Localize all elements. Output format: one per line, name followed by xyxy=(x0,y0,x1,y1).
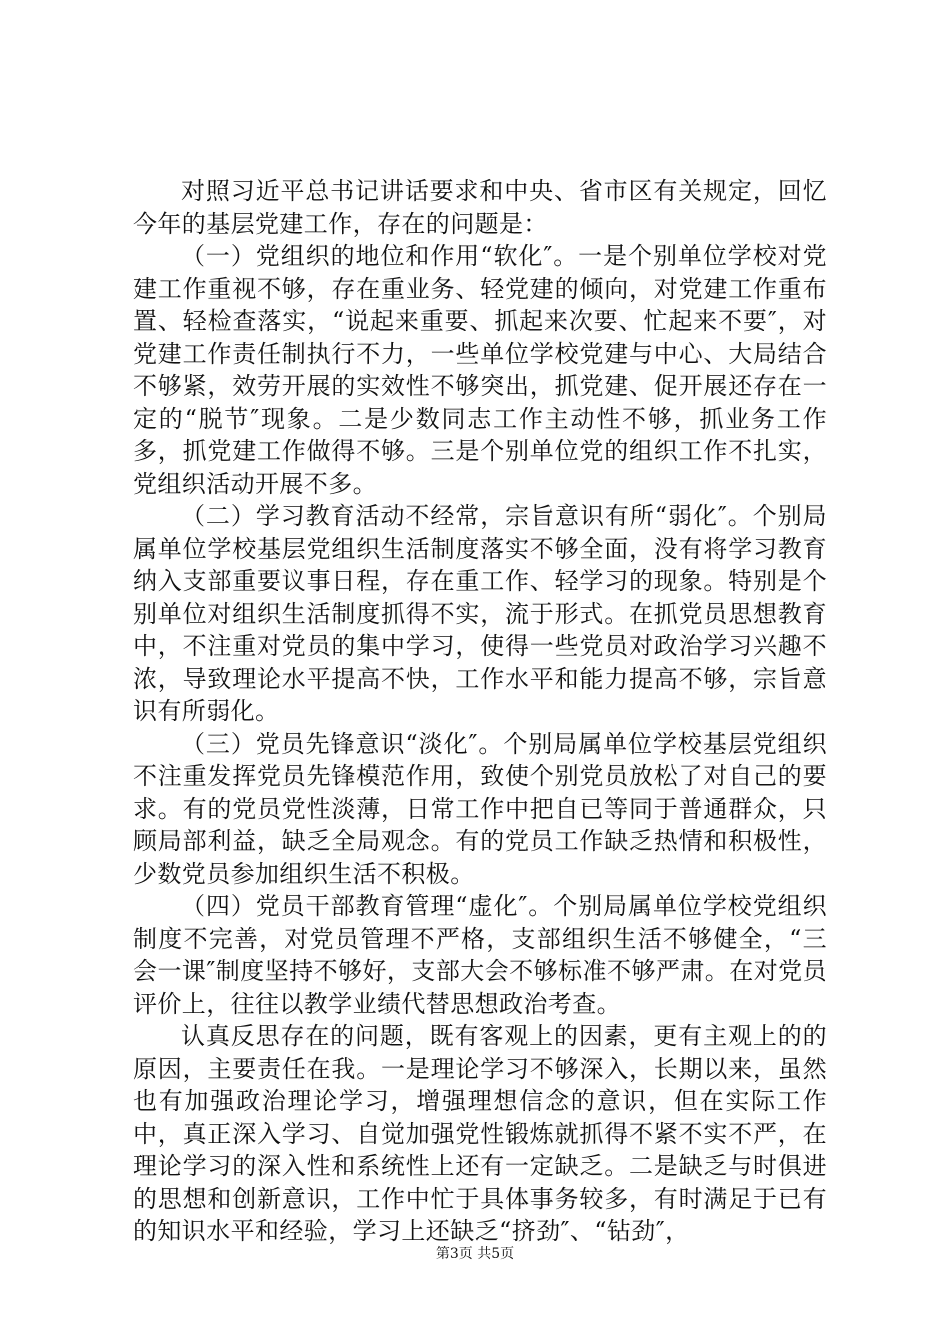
paragraph-section-3: （三）党员先锋意识“淡化″。个别局属单位学校基层党组织不注重发挥党员先锋模范作用，致使个别党员放松了对自己的要求。有的党员党性淡薄，日常工作中把自已等同于普通群众，只顾局部利益，缺乏全局观念。有的党员工作缺乏热情和积极性，少数党员参加组织生活不积极。 xyxy=(133,729,827,888)
paragraph-section-1: （一）党组织的地位和作用“软化″。一是个别单位学校对党建工作重视不够，存在重业务、轻党建的倾向，对党建工作重布置、轻检查落实，“说起来重要、抓起来次要、忙起来不要″，对党建工作责任制执行不力，一些单位学校党建与中心、大局结合不够紧，效劳开展的实效性不够突出，抓党建、促开展还存在一定的“脱节″现象。二是少数同志工作主动性不够，抓业务工作多，抓党建工作做得不够。三是个别单位党的组织工作不扎实，党组织活动开展不多。 xyxy=(133,242,827,498)
document-body xyxy=(133,175,827,1248)
paragraph-intro: 对照习近平总书记讲话要求和中央、省市区有关规定，回忆今年的基层党建工作，存在的问题是： xyxy=(133,177,827,238)
paragraph-section-4: （四）党员干部教育管理“虚化″。个别局属单位学校党组织制度不完善，对党员管理不严格，支部组织生活不够健全，“三会一课″制度坚持不够好，支部大会不够标准不够严肃。在对党员评价上，往往以教学业绩代替思想政治考查。 xyxy=(133,892,827,1018)
paragraph-reflection: 认真反思存在的问题，既有客观上的因素，更有主观上的的原因，主要责任在我。一是理论学习不够深入，长期以来，虽然也有加强政治理论学习，增强理想信念的意识，但在实际工作中，真正深入学习、自觉加强党性锻炼就抓得不紧不实不严，在理论学习的深入性和系统性上还有一定缺乏。二是缺乏与时俱进的思想和创新意识，工作中忙于具体事务较多，有时满足于已有的知识水平和经验，学习上还缺乏“挤劲″、“钻劲″， xyxy=(133,1022,827,1245)
page-number-footer: 第3页 共5页 xyxy=(435,1246,515,1262)
paragraph-section-2: （二）学习教育活动不经常，宗旨意识有所“弱化″。个别局属单位学校基层党组织生活制度落实不够全面，没有将学习教育纳入支部重要议事日程，存在重工作、轻学习的现象。特别是个别单位对组织生活制度抓得不实，流于形式。在抓党员思想教育中，不注重对党员的集中学习，使得一些党员对政治学习兴趣不浓，导致理论水平提高不快，工作水平和能力提高不够，宗旨意识有所弱化。 xyxy=(133,502,827,725)
